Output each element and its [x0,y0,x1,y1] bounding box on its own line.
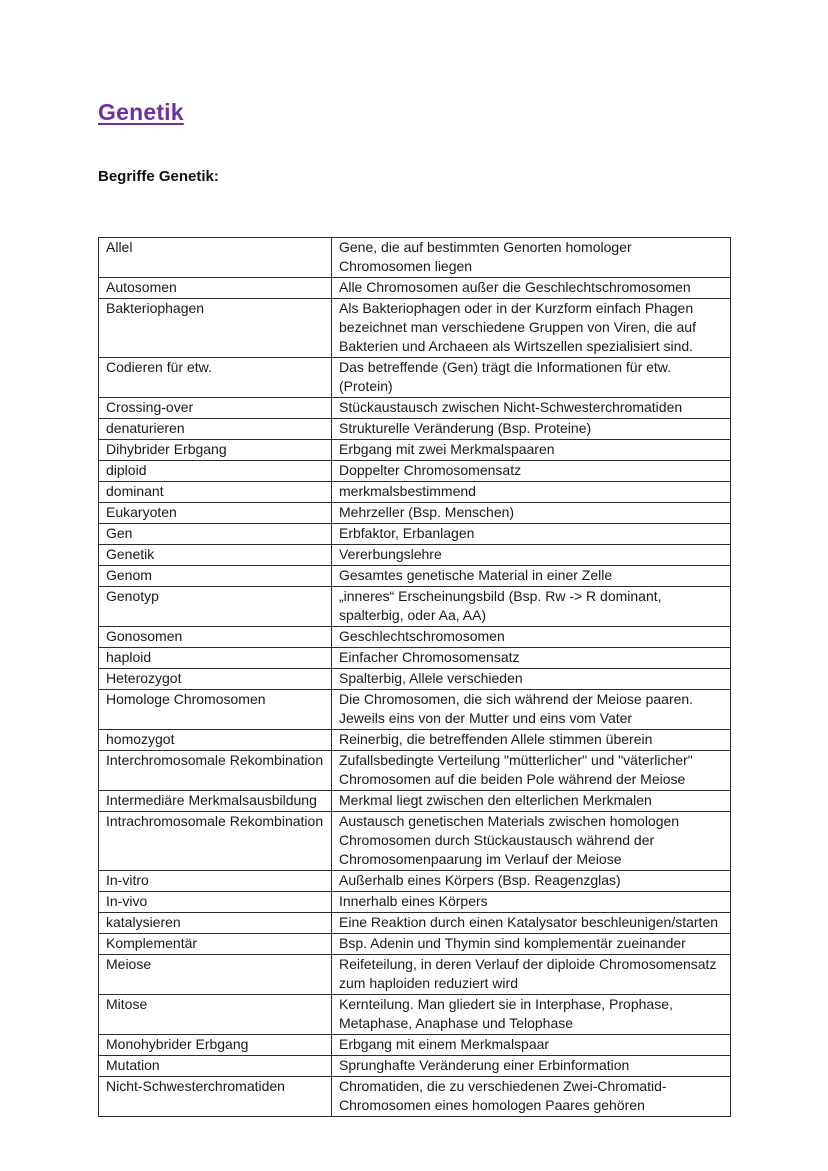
term-cell: Monohybrider Erbgang [99,1035,332,1056]
definition-cell: Reinerbig, die betreffenden Allele stimmen überein [332,730,731,751]
definition-cell: Gesamtes genetische Material in einer Zelle [332,566,731,587]
term-cell: Gonosomen [99,627,332,648]
definition-cell: „inneres“ Erscheinungsbild (Bsp. Rw -> R dominant, spalterbig, oder Aa, AA) [332,587,731,627]
term-cell: Dihybrider Erbgang [99,440,332,461]
definition-cell: Merkmal liegt zwischen den elterlichen Merkmalen [332,791,731,812]
table-row [99,461,731,482]
definition-cell: Innerhalb eines Körpers [332,892,731,913]
term-cell: diploid [99,461,332,482]
definition-cell: Außerhalb eines Körpers (Bsp. Reagenzglas) [332,871,731,892]
term-cell: denaturieren [99,419,332,440]
table-row [99,358,731,398]
term-cell: Eukaryoten [99,503,332,524]
table-row [99,751,731,791]
term-cell: dominant [99,482,332,503]
table-row [99,503,731,524]
definition-cell: Zufallsbedingte Verteilung "mütterlicher" und "väterlicher" Chromosomen auf die beiden Pole während der Meiose [332,751,731,791]
table-row [99,627,731,648]
table-row [99,398,731,419]
definition-cell: Sprunghafte Veränderung einer Erbinformation [332,1056,731,1077]
term-cell: In-vitro [99,871,332,892]
definition-cell: Reifeteilung, in deren Verlauf der diploide Chromosomensatz zum haploiden reduziert wird [332,955,731,995]
definition-cell: Einfacher Chromosomensatz [332,648,731,669]
definition-cell: Als Bakteriophagen oder in der Kurzform einfach Phagen bezeichnet man verschiedene Gruppen von Viren, die auf Bakterien und Archaeen als Wirtszellen spezialisiert sind. [332,299,731,358]
definition-cell: Erbgang mit zwei Merkmalspaaren [332,440,731,461]
table-row [99,892,731,913]
definition-cell: Austausch genetischen Materials zwischen homologen Chromosomen durch Stückaustausch während der Chromosomenpaarung im Verlauf der Meiose [332,812,731,871]
table-row [99,934,731,955]
term-cell: Allel [99,238,332,278]
table-row [99,440,731,461]
definition-cell: Das betreffende (Gen) trägt die Informationen für etw. (Protein) [332,358,731,398]
definition-cell: Eine Reaktion durch einen Katalysator beschleunigen/starten [332,913,731,934]
term-cell: Genom [99,566,332,587]
definition-cell: Erbgang mit einem Merkmalspaar [332,1035,731,1056]
term-cell: Homologe Chromosomen [99,690,332,730]
page-title: Genetik [98,99,184,125]
term-cell: Intermediäre Merkmalsausbildung [99,791,332,812]
table-row [99,690,731,730]
table-row [99,482,731,503]
term-cell: Interchromosomale Rekombination [99,751,332,791]
definition-cell: Mehrzeller (Bsp. Menschen) [332,503,731,524]
glossary-table [98,237,731,1117]
definition-cell: Die Chromosomen, die sich während der Meiose paaren. Jeweils eins von der Mutter und eins vom Vater [332,690,731,730]
definition-cell: Gene, die auf bestimmten Genorten homologer Chromosomen liegen [332,238,731,278]
term-cell: Crossing-over [99,398,332,419]
table-row [99,238,731,278]
term-cell: In-vivo [99,892,332,913]
term-cell: katalysieren [99,913,332,934]
table-row [99,812,731,871]
definition-cell: Geschlechtschromosomen [332,627,731,648]
term-cell: Meiose [99,955,332,995]
definition-cell: Alle Chromosomen außer die Geschlechtschromosomen [332,278,731,299]
table-row [99,299,731,358]
table-row [99,791,731,812]
definition-cell: Stückaustausch zwischen Nicht-Schwesterchromatiden [332,398,731,419]
definition-cell: Kernteilung. Man gliedert sie in Interphase, Prophase, Metaphase, Anaphase und Telophase [332,995,731,1035]
table-row [99,730,731,751]
table-row [99,419,731,440]
definition-cell: merkmalsbestimmend [332,482,731,503]
term-cell: Codieren für etw. [99,358,332,398]
table-row [99,566,731,587]
table-row [99,871,731,892]
term-cell: Mitose [99,995,332,1035]
definition-cell: Spalterbig, Allele verschieden [332,669,731,690]
term-cell: Autosomen [99,278,332,299]
glossary-table-body [99,238,731,1117]
table-row [99,648,731,669]
table-row [99,669,731,690]
term-cell: Gen [99,524,332,545]
table-row [99,524,731,545]
term-cell: Komplementär [99,934,332,955]
term-cell: haploid [99,648,332,669]
table-row [99,278,731,299]
table-row [99,545,731,566]
term-cell: Mutation [99,1056,332,1077]
definition-cell: Bsp. Adenin und Thymin sind komplementär zueinander [332,934,731,955]
definition-cell: Vererbungslehre [332,545,731,566]
table-row [99,1035,731,1056]
definition-cell: Doppelter Chromosomensatz [332,461,731,482]
term-cell: Heterozygot [99,669,332,690]
page-subtitle: Begriffe Genetik: [98,168,219,185]
table-row [99,955,731,995]
glossary-section [98,237,731,1117]
table-row [99,1077,731,1117]
term-cell: Genotyp [99,587,332,627]
table-row [99,587,731,627]
table-row [99,1056,731,1077]
definition-cell: Strukturelle Veränderung (Bsp. Proteine) [332,419,731,440]
definition-cell: Erbfaktor, Erbanlagen [332,524,731,545]
table-row [99,995,731,1035]
term-cell: Genetik [99,545,332,566]
term-cell: Intrachromosomale Rekombination [99,812,332,871]
table-row [99,913,731,934]
definition-cell: Chromatiden, die zu verschiedenen Zwei-Chromatid-Chromosomen eines homologen Paares gehören [332,1077,731,1117]
term-cell: Nicht-Schwesterchromatiden [99,1077,332,1117]
term-cell: Bakteriophagen [99,299,332,358]
term-cell: homozygot [99,730,332,751]
